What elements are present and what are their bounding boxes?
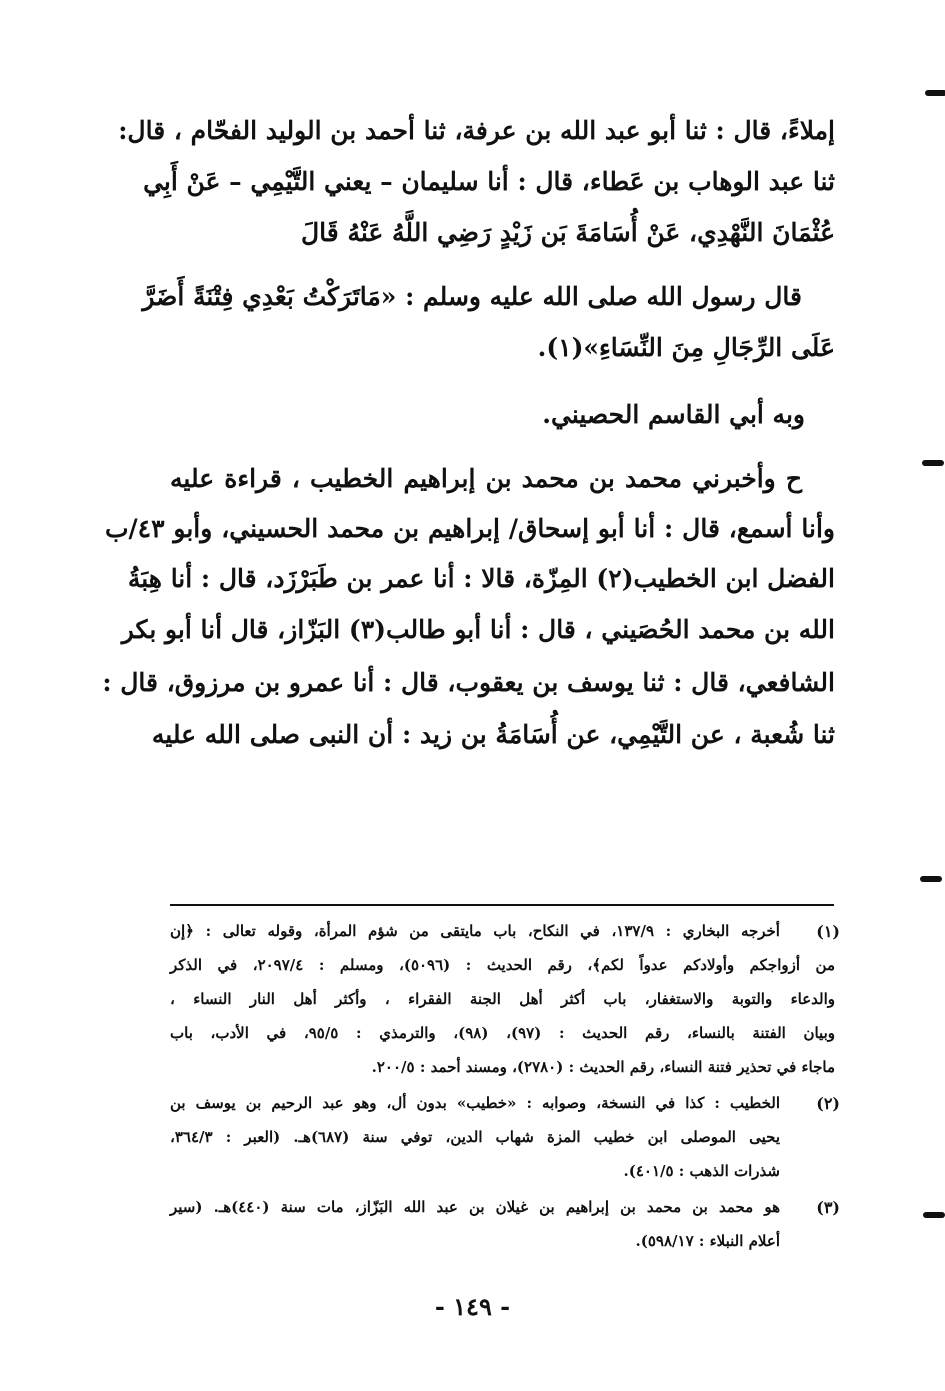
body-line: الشافعي، قال : ثنا يوسف بن يعقوب، قال : أنا عمرو بن مرزوق، قال :: [102, 668, 835, 697]
footnote-separator: [170, 904, 834, 906]
body-line: الفضل ابن الخطيب(٢) المِزّة، قالا : أنا عمر بن طَبَرْزَد، قال : أنا هِبَةُ: [127, 564, 835, 593]
body-line: وبه أبي القاسم الحصيني.: [542, 400, 805, 429]
body-line: وأنا أسمع، قال : أنا أبو إسحاق/ إبراهيم بن محمد الحسيني، وأبو ٤٣/ب: [105, 514, 835, 543]
footnote-line: شذرات الذهب : ٤٠١/٥).: [623, 1162, 780, 1180]
footnote-line: يحيى الموصلى ابن خطيب المزة شهاب الدين، توفي سنة (٦٨٧)هـ. (العبر : ٣٦٤/٣،: [170, 1128, 780, 1146]
body-line: ثنا شُعبة ، عن التَّيْمِي، عن أُسَامَةُ بن زيد : أن النبى صلى الله عليه: [151, 720, 835, 749]
footnote-number: (٢): [816, 1094, 840, 1113]
footnote-line: الخطيب : كذا في النسخة، وصوابه : «خطيب» بدون أل، وهو عبد الرحيم بن يوسف بن: [170, 1094, 780, 1112]
footnote-number: (٣): [816, 1198, 840, 1217]
body-line: الله بن محمد الحُصَيني ، قال : أنا أبو طالب(٣) البَزّاز، قال أنا أبو بكر: [121, 615, 835, 644]
footnote-line: أخرجه البخاري : ١٣٧/٩، في النكاح، باب مايتقى من شؤم المرأة، وقوله تعالى : ﴿إن: [170, 922, 780, 940]
body-line: ثنا عبد الوهاب بن عَطاء، قال : أنا سليمان – يعني التَّيْمِي – عَنْ أَبِي: [143, 167, 835, 196]
footnote-line: أعلام النبلاء : ٥٩٨/١٧).: [635, 1232, 780, 1250]
scan-mark: [925, 90, 945, 96]
body-line: قال رسول الله صلى الله عليه وسلم : «مَاتَرَكْتُ بَعْدِي فِتْنَةً أَضَرَّ: [142, 282, 802, 311]
scan-mark: [923, 1212, 945, 1218]
footnote-line: من أزواجكم وأولادكم عدواً لكم﴾، رقم الحديث : (٥٠٩٦)، ومسلم : ٢٠٩٧/٤، في الذكر: [170, 956, 835, 974]
page-number: - ١٤٩ -: [434, 1292, 511, 1321]
scan-mark: [920, 876, 942, 882]
body-line: إملاءً، قال : ثنا أبو عبد الله بن عرفة، ثنا أحمد بن الوليد الفحّام ، قال:: [118, 116, 835, 145]
footnote-number: (١): [816, 922, 840, 941]
body-line: عَلَى الرِّجَالِ مِنَ النِّسَاءِ»(١).: [537, 333, 835, 362]
footnote-line: هو محمد بن محمد بن إبراهيم بن غيلان بن عبد الله البَزّاز، مات سنة (٤٤٠)هـ. (سير: [170, 1198, 780, 1216]
scan-mark: [922, 460, 944, 466]
body-line: عُثْمَانَ النَّهْدِي، عَنْ أُسَامَةَ بَن زَيْدٍ رَضِي اللَّهُ عَنْهُ قَالَ: [301, 218, 835, 247]
body-line: ح وأخبرني محمد بن محمد بن إبراهيم الخطيب ، قراءة عليه: [170, 464, 802, 493]
footnote-line: ماجاء في تحذير فتنة النساء، رقم الحديث : (٢٧٨٠)، ومسند أحمد : ٢٠٠/٥.: [371, 1058, 835, 1076]
footnote-line: وبيان الفتنة بالنساء، رقم الحديث : (٩٧)، (٩٨)، والترمذي : ٩٥/٥، في الأدب، باب: [170, 1024, 836, 1042]
footnote-line: والدعاء والتوبة والاستغفار، باب أكثر أهل الجنة الفقراء ، وأكثر أهل النار النساء ،: [170, 990, 835, 1008]
